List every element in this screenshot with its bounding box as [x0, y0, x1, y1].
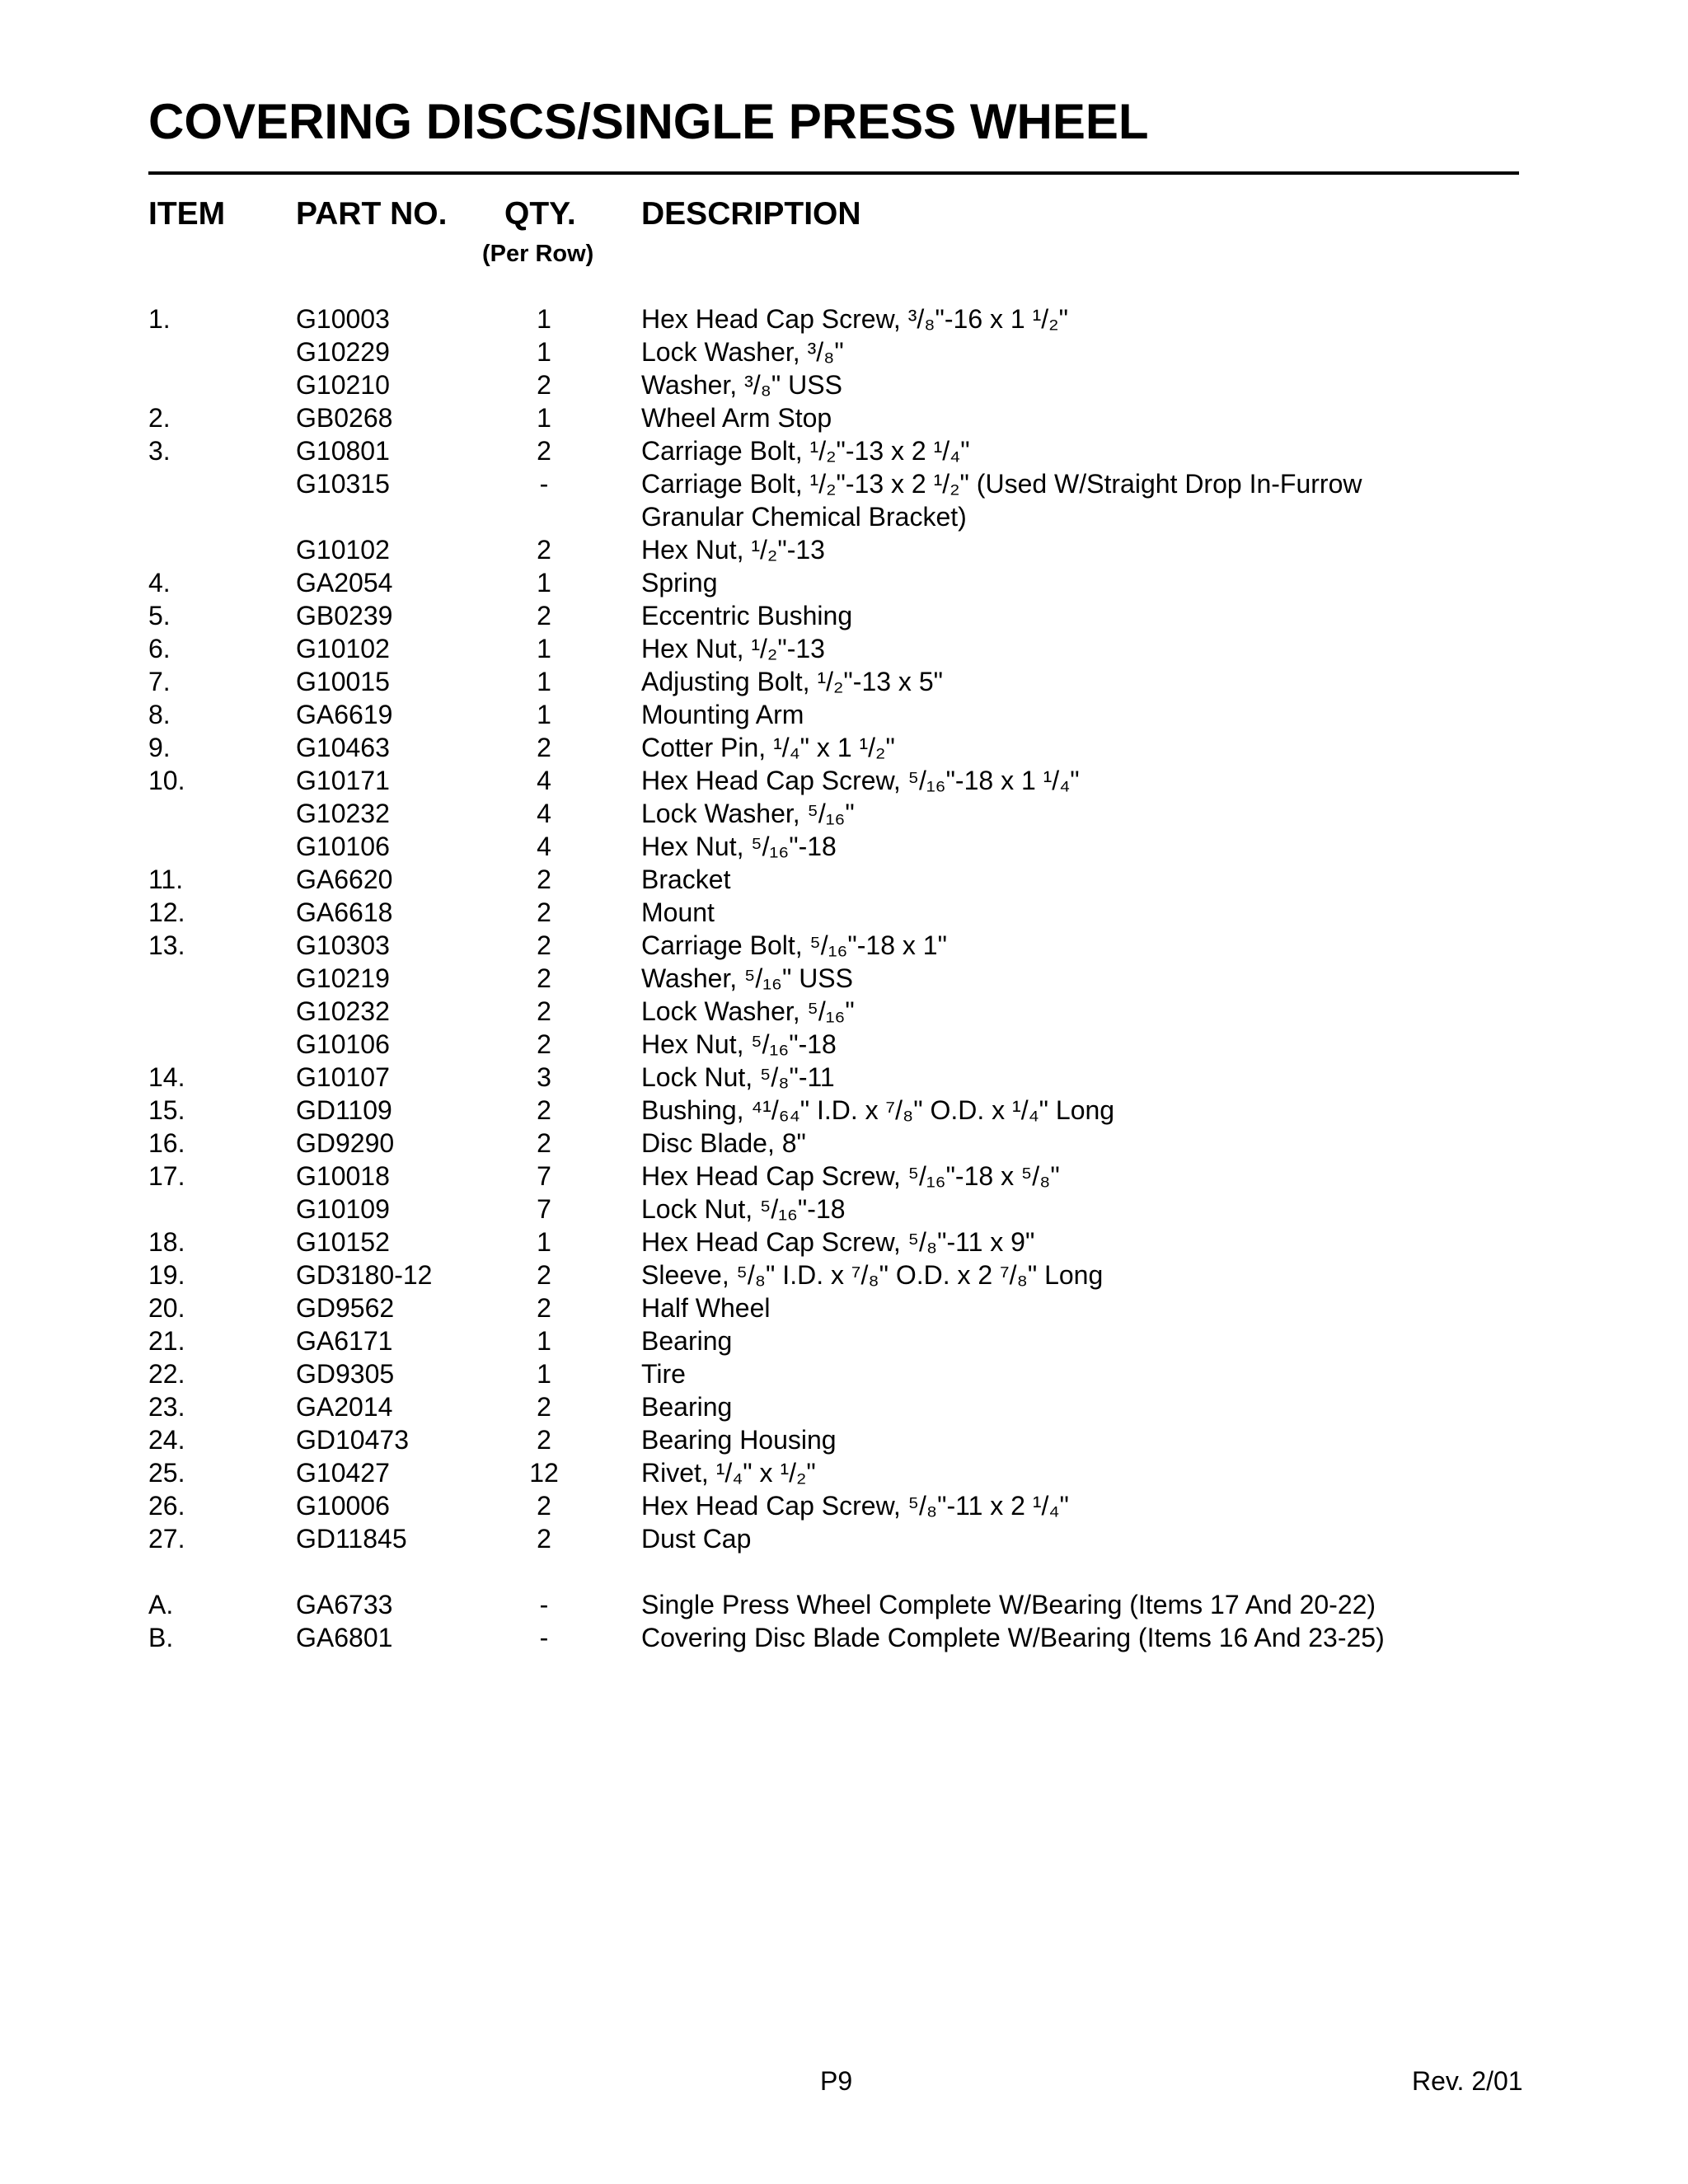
description: Mounting Arm [641, 700, 804, 729]
parts-row [0, 401, 1688, 434]
description: Spring [641, 568, 718, 598]
part-number: G10315 [296, 469, 390, 499]
part-number: GA6620 [296, 865, 393, 894]
description: Bearing [641, 1326, 733, 1356]
quantity: 2 [537, 930, 551, 960]
quantity: 2 [537, 1425, 551, 1455]
description: Covering Disc Blade Complete W/Bearing (Items 16 And 23-25) [641, 1623, 1385, 1652]
part-number: GA6801 [296, 1623, 393, 1652]
part-number: G10229 [296, 337, 390, 367]
quantity: 2 [537, 1029, 551, 1059]
quantity: 1 [537, 1326, 551, 1356]
description: Lock Nut, ⁵/₈"-11 [641, 1062, 835, 1092]
parts-row [0, 797, 1688, 830]
quantity: 7 [537, 1161, 551, 1191]
item-number: 22. [148, 1359, 185, 1389]
description: Lock Washer, ⁵/₁₆" [641, 996, 855, 1026]
part-number: GB0268 [296, 403, 393, 433]
part-number: G10171 [296, 766, 390, 795]
parts-row [0, 302, 1688, 335]
description: Wheel Arm Stop [641, 403, 832, 433]
description: Carriage Bolt, ¹/₂"-13 x 2 ¹/₂" (Used W/Straight Drop In-Furrow [641, 469, 1362, 499]
quantity: - [539, 469, 549, 499]
description: Lock Washer, ⁵/₁₆" [641, 799, 855, 828]
item-number: 20. [148, 1293, 185, 1323]
quantity: - [539, 1590, 549, 1619]
part-number: GA2054 [296, 568, 393, 598]
description: Carriage Bolt, ¹/₂"-13 x 2 ¹/₄" [641, 436, 970, 466]
part-number: GD9562 [296, 1293, 395, 1323]
part-number: GD10473 [296, 1425, 409, 1455]
item-number: 14. [148, 1062, 185, 1092]
description: Washer, ³/₈" USS [641, 370, 842, 400]
item-number: 21. [148, 1326, 185, 1356]
part-number: G10801 [296, 436, 390, 466]
quantity: 1 [537, 700, 551, 729]
quantity: - [539, 1623, 549, 1652]
description: Hex Nut, ⁵/₁₆"-18 [641, 1029, 837, 1059]
parts-row [0, 1127, 1688, 1160]
item-number: 19. [148, 1260, 185, 1290]
quantity: 1 [537, 667, 551, 696]
quantity: 4 [537, 799, 551, 828]
column-header-qty-subtitle: (Per Row) [482, 241, 594, 267]
quantity: 1 [537, 304, 551, 334]
part-number: GD1109 [296, 1095, 392, 1125]
column-header-item: ITEM [148, 196, 226, 232]
part-number: G10018 [296, 1161, 390, 1191]
description: Hex Head Cap Screw, ⁵/₁₆"-18 x ⁵/₈" [641, 1161, 1060, 1191]
description: Tire [641, 1359, 686, 1389]
item-number: 3. [148, 436, 171, 466]
quantity: 2 [537, 898, 551, 927]
description: Half Wheel [641, 1293, 771, 1323]
title-divider [148, 171, 1519, 175]
part-number: GD3180-12 [296, 1260, 433, 1290]
parts-row [0, 599, 1688, 632]
part-number: GA6618 [296, 898, 393, 927]
parts-row [0, 863, 1688, 896]
parts-row [0, 1357, 1688, 1390]
quantity: 2 [537, 1293, 551, 1323]
description: Bracket [641, 865, 731, 894]
quantity: 12 [529, 1458, 559, 1488]
part-number: G10463 [296, 733, 390, 762]
column-header-description: DESCRIPTION [641, 196, 861, 232]
item-number: 4. [148, 568, 171, 598]
quantity: 2 [537, 436, 551, 466]
item-number: B. [148, 1623, 174, 1652]
part-number: GA2014 [296, 1392, 393, 1422]
quantity: 2 [537, 733, 551, 762]
part-number: G10232 [296, 799, 390, 828]
description: Eccentric Bushing [641, 601, 853, 630]
quantity: 2 [537, 370, 551, 400]
part-number: G10102 [296, 535, 390, 565]
quantity: 2 [537, 1095, 551, 1125]
part-number: G10102 [296, 634, 390, 663]
description: Rivet, ¹/₄" x ¹/₂" [641, 1458, 816, 1488]
quantity: 1 [537, 403, 551, 433]
quantity: 2 [537, 535, 551, 565]
revision-label: Rev. 2/01 [1412, 2066, 1523, 2096]
description: Hex Head Cap Screw, ³/₈"-16 x 1 ¹/₂" [641, 304, 1068, 334]
description: Hex Nut, ⁵/₁₆"-18 [641, 832, 837, 861]
description: Disc Blade, 8" [641, 1128, 806, 1158]
quantity: 4 [537, 832, 551, 861]
parts-row [0, 995, 1688, 1028]
description: Lock Nut, ⁵/₁₆"-18 [641, 1194, 846, 1224]
item-number: 24. [148, 1425, 185, 1455]
parts-row [0, 1489, 1688, 1522]
part-number: G10427 [296, 1458, 390, 1488]
part-number: G10109 [296, 1194, 390, 1224]
quantity: 2 [537, 996, 551, 1026]
part-number: G10003 [296, 304, 390, 334]
part-number: G10107 [296, 1062, 390, 1092]
quantity: 1 [537, 1227, 551, 1257]
description: Hex Head Cap Screw, ⁵/₈"-11 x 2 ¹/₄" [641, 1491, 1069, 1521]
parts-row [0, 1160, 1688, 1193]
quantity: 2 [537, 1392, 551, 1422]
quantity: 2 [537, 1491, 551, 1521]
item-number: 7. [148, 667, 171, 696]
description: Bushing, ⁴¹/₆₄" I.D. x ⁷/₈" O.D. x ¹/₄" Long [641, 1095, 1115, 1125]
quantity: 4 [537, 766, 551, 795]
quantity: 2 [537, 1128, 551, 1158]
item-number: A. [148, 1590, 174, 1619]
parts-row [0, 335, 1688, 368]
parts-row [0, 632, 1688, 665]
part-number: GA6733 [296, 1590, 393, 1619]
parts-row [0, 368, 1688, 401]
item-number: 8. [148, 700, 171, 729]
item-number: 13. [148, 930, 185, 960]
parts-row [0, 929, 1688, 962]
quantity: 1 [537, 568, 551, 598]
parts-row [0, 1621, 1688, 1654]
part-number: G10219 [296, 963, 390, 993]
description: Carriage Bolt, ⁵/₁₆"-18 x 1" [641, 930, 947, 960]
item-number: 1. [148, 304, 171, 334]
part-number: GA6619 [296, 700, 393, 729]
parts-row [0, 1555, 1688, 1588]
quantity: 1 [537, 1359, 551, 1389]
item-number: 17. [148, 1161, 185, 1191]
item-number: 27. [148, 1524, 185, 1554]
parts-row [0, 1324, 1688, 1357]
parts-row [0, 1456, 1688, 1489]
column-header-qty: QTY. [504, 196, 576, 232]
part-number: GD11845 [296, 1524, 407, 1554]
item-number: 15. [148, 1095, 185, 1125]
item-number: 18. [148, 1227, 185, 1257]
description: Hex Head Cap Screw, ⁵/₈"-11 x 9" [641, 1227, 1035, 1257]
page-number: P9 [820, 2066, 853, 2096]
part-number: G10015 [296, 667, 390, 696]
description: Adjusting Bolt, ¹/₂"-13 x 5" [641, 667, 943, 696]
parts-row [0, 962, 1688, 995]
quantity: 2 [537, 601, 551, 630]
parts-row [0, 1028, 1688, 1061]
parts-row [0, 1423, 1688, 1456]
part-number: GA6171 [296, 1326, 393, 1356]
parts-row [0, 1061, 1688, 1094]
quantity: 1 [537, 337, 551, 367]
part-number: G10106 [296, 1029, 390, 1059]
quantity: 7 [537, 1194, 551, 1224]
parts-row [0, 500, 1688, 533]
quantity: 3 [537, 1062, 551, 1092]
item-number: 11. [148, 865, 184, 894]
parts-row [0, 1094, 1688, 1127]
column-header-part-no: PART NO. [296, 196, 448, 232]
parts-row [0, 665, 1688, 698]
quantity: 2 [537, 1260, 551, 1290]
parts-row [0, 1291, 1688, 1324]
description: Washer, ⁵/₁₆" USS [641, 963, 853, 993]
parts-row [0, 896, 1688, 929]
description: Cotter Pin, ¹/₄" x 1 ¹/₂" [641, 733, 895, 762]
description: Hex Nut, ¹/₂"-13 [641, 634, 825, 663]
parts-row [0, 731, 1688, 764]
description: Sleeve, ⁵/₈" I.D. x ⁷/₈" O.D. x 2 ⁷/₈" Long [641, 1260, 1104, 1290]
part-number: GD9305 [296, 1359, 395, 1389]
description: Bearing Housing [641, 1425, 837, 1455]
part-number: G10152 [296, 1227, 390, 1257]
quantity: 2 [537, 1524, 551, 1554]
parts-row [0, 467, 1688, 500]
parts-row [0, 764, 1688, 797]
parts-row [0, 698, 1688, 731]
item-number: 9. [148, 733, 171, 762]
description: Mount [641, 898, 715, 927]
item-number: 10. [148, 766, 185, 795]
parts-row [0, 1193, 1688, 1226]
item-number: 25. [148, 1458, 185, 1488]
part-number: GB0239 [296, 601, 393, 630]
item-number: 2. [148, 403, 171, 433]
description: Single Press Wheel Complete W/Bearing (Items 17 And 20-22) [641, 1590, 1376, 1619]
item-number: 26. [148, 1491, 185, 1521]
parts-row [0, 830, 1688, 863]
description: Bearing [641, 1392, 733, 1422]
parts-row [0, 1258, 1688, 1291]
quantity: 2 [537, 963, 551, 993]
item-number: 5. [148, 601, 171, 630]
part-number: G10303 [296, 930, 390, 960]
parts-row [0, 1226, 1688, 1258]
part-number: G10006 [296, 1491, 390, 1521]
parts-list [0, 302, 1688, 1654]
description: Dust Cap [641, 1524, 752, 1554]
item-number: 16. [148, 1128, 185, 1158]
parts-row [0, 1588, 1688, 1621]
description: Granular Chemical Bracket) [641, 502, 967, 532]
page-title: COVERING DISCS/SINGLE PRESS WHEEL [148, 94, 1149, 149]
parts-row [0, 533, 1688, 566]
part-number: G10106 [296, 832, 390, 861]
item-number: 12. [148, 898, 185, 927]
parts-row [0, 1522, 1688, 1555]
part-number: GD9290 [296, 1128, 395, 1158]
part-number: G10210 [296, 370, 390, 400]
description: Lock Washer, ³/₈" [641, 337, 844, 367]
parts-row [0, 434, 1688, 467]
description: Hex Nut, ¹/₂"-13 [641, 535, 825, 565]
quantity: 1 [537, 634, 551, 663]
description: Hex Head Cap Screw, ⁵/₁₆"-18 x 1 ¹/₄" [641, 766, 1080, 795]
parts-row [0, 566, 1688, 599]
part-number: G10232 [296, 996, 390, 1026]
item-number: 23. [148, 1392, 185, 1422]
parts-row [0, 1390, 1688, 1423]
quantity: 2 [537, 865, 551, 894]
item-number: 6. [148, 634, 171, 663]
